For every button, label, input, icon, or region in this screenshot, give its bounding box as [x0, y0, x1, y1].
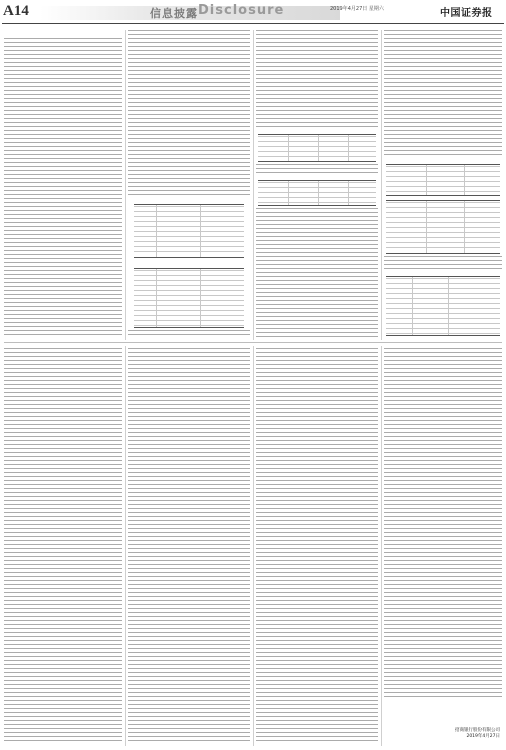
masthead-rule	[2, 23, 504, 24]
text-block	[128, 330, 250, 338]
data-table	[258, 134, 376, 162]
signature-company: 招商银行股份有限公司	[455, 728, 500, 733]
column-divider	[253, 30, 254, 340]
column-divider	[253, 346, 254, 746]
column-divider	[381, 30, 382, 340]
signature-date: 2019年4月27日	[466, 734, 500, 739]
text-column-5	[4, 348, 122, 744]
data-table	[386, 276, 500, 336]
text-column-4	[384, 30, 502, 158]
text-block	[256, 164, 378, 176]
text-column-1	[4, 38, 122, 336]
newspaper-logo: 中国证券报	[440, 8, 493, 19]
text-column-6	[128, 348, 250, 744]
text-column-2	[128, 30, 250, 198]
data-table	[386, 200, 500, 254]
page-number: A14	[3, 3, 29, 19]
text-column-8	[384, 348, 502, 698]
masthead	[0, 0, 506, 24]
data-table	[258, 180, 376, 206]
section-title-cn: 信息披露	[150, 7, 198, 20]
text-block	[384, 256, 502, 272]
column-divider	[381, 346, 382, 746]
data-table	[134, 204, 244, 258]
text-column-7	[256, 348, 378, 744]
section-divider	[4, 342, 502, 343]
text-column-3-cont	[256, 208, 378, 338]
column-divider	[125, 346, 126, 746]
signature-block	[455, 728, 500, 740]
data-table	[134, 268, 244, 328]
column-divider	[125, 30, 126, 340]
data-table	[386, 164, 500, 196]
section-title-en: Disclosure	[198, 3, 285, 18]
dateline: 2019年4月27日 星期六	[330, 6, 384, 12]
text-column-3	[256, 30, 378, 130]
